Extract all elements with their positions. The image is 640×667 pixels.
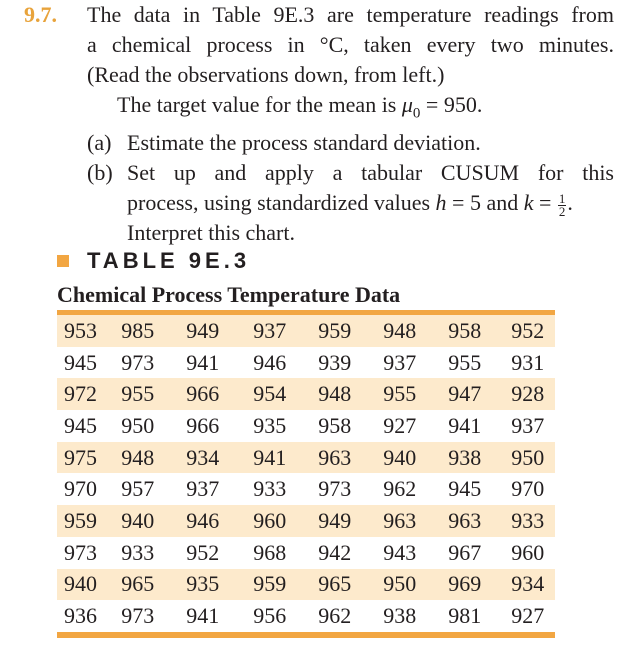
table-cell: 945: [64, 349, 97, 375]
table-cell: 955: [121, 378, 186, 410]
data-table-wrapper: [57, 310, 555, 638]
table-cell: 945: [64, 412, 97, 438]
table-title: Chemical Process Temperature Data: [57, 282, 401, 307]
table-cell: 940: [121, 505, 186, 537]
table-cell: 927: [383, 412, 417, 438]
k-symbol: k: [523, 190, 534, 216]
table-row: [57, 537, 555, 569]
target-prefix: The target value for the mean is: [117, 92, 402, 117]
table-cell: 950: [383, 569, 448, 601]
part-b-label: (b): [87, 160, 113, 186]
table-cell: 933: [511, 505, 555, 537]
table-cell: 937: [253, 315, 318, 347]
table-cell: 970: [64, 476, 97, 502]
table-cell: 942: [318, 539, 352, 565]
part-b: [87, 158, 614, 248]
table-marker-square: [57, 255, 69, 267]
table-cell: 945: [448, 476, 482, 502]
table-cell: 940: [57, 569, 121, 601]
table-cell: 933: [253, 476, 287, 502]
table-cell: 969: [448, 569, 511, 601]
table-cell: 948: [383, 315, 448, 347]
part-a-label: (a): [87, 130, 112, 156]
table-cell: 959: [57, 505, 121, 537]
table-cell: 946: [186, 505, 253, 537]
table-cell: 949: [186, 315, 253, 347]
table-cell: 973: [121, 349, 155, 375]
table-cell: 934: [511, 569, 555, 601]
part-b-line-2-prefix: process, using standardized values: [127, 190, 436, 216]
table-cell: 931: [511, 349, 545, 375]
table-cell: 981: [448, 603, 482, 629]
table-row: [57, 378, 555, 410]
table-cell: 973: [318, 476, 352, 502]
table-cell: 948: [121, 442, 186, 474]
table-cell: 952: [511, 315, 555, 347]
part-b-line-1: Set up and apply a tabular CUSUM for this: [127, 160, 614, 186]
table-cell: 965: [121, 569, 186, 601]
part-b-line-2: [127, 188, 614, 218]
table-cell: 965: [318, 569, 383, 601]
table-label-row: [57, 248, 250, 274]
table-cell: 952: [186, 539, 220, 565]
table-cell: 967: [448, 539, 482, 565]
mu-symbol: μ: [401, 92, 413, 117]
table-cell: 966: [186, 412, 220, 438]
exercise-line-3: (Read the observations down, from left.): [87, 62, 445, 87]
table-cell: 955: [383, 378, 448, 410]
exercise-row: [24, 0, 614, 248]
exercise-line-1: The data in Table 9E.3 are temperature readings from: [87, 2, 614, 27]
exercise-line-2: a chemical process in °C, taken every two minutes.: [87, 32, 614, 57]
table-cell: 963: [448, 505, 511, 537]
part-a-text: Estimate the process standard deviation.: [127, 130, 481, 156]
table-cell: 938: [383, 603, 417, 629]
table-cell: 948: [318, 378, 383, 410]
table-cell: 941: [448, 412, 482, 438]
table-cell: 963: [383, 505, 448, 537]
table-cell: 972: [57, 378, 121, 410]
table-cell: 935: [253, 412, 287, 438]
table-cell: 939: [318, 349, 352, 375]
table-cell: 933: [121, 539, 155, 565]
table-cell: 954: [253, 378, 318, 410]
table-cell: 934: [186, 442, 253, 474]
mu-subscript: 0: [412, 105, 421, 122]
table-label: TABLE 9E.3: [87, 248, 251, 273]
table-cell: 941: [186, 349, 220, 375]
table-cell: 937: [186, 476, 220, 502]
h-value: = 5 and: [446, 190, 524, 216]
table-cell: 958: [318, 412, 352, 438]
table-cell: 941: [253, 442, 318, 474]
table-cell: 955: [448, 349, 482, 375]
table-cell: 973: [121, 603, 155, 629]
table-row: [57, 410, 555, 442]
table-cell: 956: [253, 603, 287, 629]
part-b-text: [127, 158, 614, 248]
table-cell: 962: [318, 603, 352, 629]
table-cell: 960: [511, 539, 545, 565]
table-bottom-rule: [57, 632, 555, 638]
table-row: [57, 505, 555, 537]
table-row: [57, 600, 555, 632]
target-line: [87, 90, 614, 128]
table-cell: 937: [511, 412, 545, 438]
table-cell: 943: [383, 539, 417, 565]
temperature-data-table: [57, 315, 555, 632]
table-cell: 975: [57, 442, 121, 474]
table-cell: 935: [186, 569, 253, 601]
exercise-number: 9.7.: [24, 2, 57, 27]
table-cell: 958: [448, 315, 511, 347]
k-fraction: [558, 190, 567, 219]
table-cell: 947: [448, 378, 511, 410]
k-equals: =: [533, 190, 557, 216]
table-cell: 985: [121, 315, 186, 347]
k-denominator: 2: [558, 203, 566, 219]
k-numerator: 1: [558, 190, 566, 206]
table-cell: 959: [253, 569, 318, 601]
part-b-line-3: Interpret this chart.: [127, 220, 295, 246]
table-cell: 963: [318, 442, 383, 474]
table-cell: 960: [253, 505, 318, 537]
table-cell: 953: [57, 315, 121, 347]
table-cell: 940: [383, 442, 448, 474]
exercise-body: [87, 0, 614, 248]
table-row: [57, 473, 555, 505]
table-cell: 927: [511, 603, 545, 629]
table-cell: 970: [511, 476, 545, 502]
table-cell: 959: [318, 315, 383, 347]
part-b-period: .: [567, 190, 573, 216]
table-row: [57, 442, 555, 474]
table-row: [57, 569, 555, 601]
table-cell: 938: [448, 442, 511, 474]
target-suffix: = 950.: [420, 92, 483, 117]
h-symbol: h: [435, 190, 447, 216]
table-cell: 957: [121, 476, 155, 502]
table-cell: 928: [511, 378, 555, 410]
table-cell: 937: [383, 349, 417, 375]
table-cell: 946: [253, 349, 287, 375]
part-a: [87, 128, 614, 158]
table-cell: 949: [318, 505, 383, 537]
table-cell: 936: [64, 603, 97, 629]
table-cell: 950: [511, 442, 555, 474]
table-cell: 962: [383, 476, 417, 502]
table-cell: 941: [186, 603, 220, 629]
table-cell: 968: [253, 539, 287, 565]
table-cell: 950: [121, 412, 155, 438]
exercise-9-7: [24, 0, 614, 248]
table-cell: 966: [186, 378, 253, 410]
table-row: [57, 347, 555, 379]
table-row: [57, 315, 555, 347]
table-cell: 973: [64, 539, 97, 565]
